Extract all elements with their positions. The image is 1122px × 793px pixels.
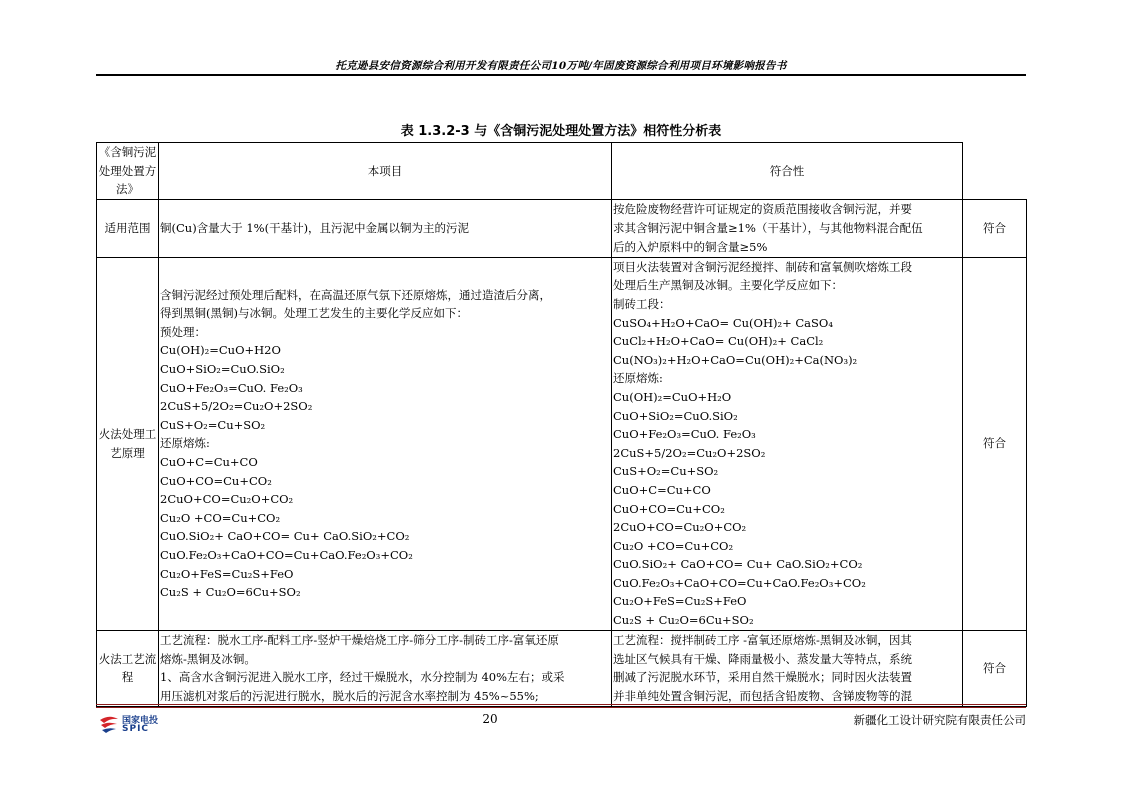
text-line: CuS+O₂=Cu+SO₂ [160, 417, 266, 432]
text-line: 1、高含水含铜污泥进入脱水工序，经过干燥脱水，水分控制为 40%左右；或采 [160, 670, 565, 685]
text-line: CuSO₄+H₂O+CaO= Cu(OH)₂+ CaSO₄ [613, 315, 833, 330]
row-category: 适用范围 [97, 199, 159, 257]
text-line: CuO+SiO₂=CuO.SiO₂ [160, 362, 285, 377]
result-cell: 符合 [963, 257, 1027, 630]
page-number: 20 [482, 712, 498, 726]
row-category: 火法处理工艺原理 [97, 257, 159, 630]
text-line: 并非单纯处置含铜污泥，而包括含铅废物、含锑废物等的混 [613, 688, 912, 703]
column-header-project: 本项目 [159, 143, 612, 200]
table-row-principle [97, 257, 1027, 630]
text-line: 用压滤机对浆后的污泥进行脱水，脱水后的污泥含水率控制为 45%~55%; [160, 688, 539, 703]
text-line: 还原熔炼: [613, 371, 663, 386]
text-line: 删减了污泥脱水环节，采用自然干燥脱水；同时因火法装置 [613, 670, 912, 685]
logo-text-en: SPIC [122, 724, 150, 734]
text-line: Cu₂S + Cu₂O=6Cu+SO₂ [160, 585, 301, 600]
row-category: 火法工艺流程 [97, 630, 159, 706]
footer-rule-thick [96, 707, 1026, 708]
text-line: 处理后生产黑铜及冰铜。主要化学反应如下： [613, 278, 843, 293]
table-row-process [97, 630, 1027, 706]
text-line: 求其含铜污泥中铜含量≥1%（干基计），与其他物料混合配伍 [613, 220, 923, 235]
result-cell: 符合 [963, 199, 1027, 257]
text-line: CuO.Fe₂O₃+CaO+CO=Cu+CaO.Fe₂O₃+CO₂ [160, 547, 413, 562]
text-line: CuO.SiO₂+ CaO+CO= Cu+ CaO.SiO₂+CO₂ [613, 557, 863, 572]
text-line: Cu₂O+FeS=Cu₂S+FeO [160, 566, 294, 581]
text-line: 还原熔炼: [160, 436, 210, 451]
text-line: 2CuO+CO=Cu₂O+CO₂ [160, 492, 294, 507]
text-line: 铜(Cu)含量大于 1%(干基计)，且污泥中金属以铜为主的污泥 [160, 220, 470, 235]
text-line: CuO+Fe₂O₃=CuO. Fe₂O₃ [613, 427, 756, 442]
text-line: 工艺流程：脱水工序-配料工序-竖炉干燥焙烧工序-筛分工序-制砖工序-富氧还原 [160, 632, 559, 647]
spic-logo-icon [98, 713, 120, 735]
text-line: CuS+O₂=Cu+SO₂ [613, 464, 719, 479]
text-line: 含铜污泥经过预处理后配料，在高温还原气氛下还原熔炼，通过造渣后分离， [160, 287, 551, 302]
company-name: 新疆化工设计研究院有限责任公司 [853, 713, 1026, 727]
text-line: CuO.Fe₂O₃+CaO+CO=Cu+CaO.Fe₂O₃+CO₂ [613, 575, 866, 590]
spic-logo [98, 713, 178, 735]
text-line: 制砖工段： [613, 296, 671, 311]
text-line: Cu₂O+FeS=Cu₂S+FeO [613, 594, 747, 609]
method-cell [159, 257, 612, 630]
table-row-scope [97, 199, 1027, 257]
text-line: 工艺流程：搅拌制砖工序 -富氧还原熔炼-黑铜及冰铜，因其 [613, 632, 912, 647]
table-caption: 表 1.3.2-3 与《含铜污泥处理处置方法》相符性分析表 [400, 124, 722, 139]
text-line: 预处理： [160, 324, 206, 339]
table-header-row [97, 143, 1027, 200]
text-line: 按危险废物经营许可证规定的资质范围接收含铜污泥，并要 [613, 202, 912, 217]
text-line: Cu(OH)₂=CuO+H2O [160, 343, 281, 358]
text-line: Cu(NO₃)₂+H₂O+CaO=Cu(OH)₂+Ca(NO₃)₂ [613, 352, 858, 367]
text-line: CuO+C=Cu+CO [613, 482, 711, 497]
text-line: CuO+CO=Cu+CO₂ [613, 501, 725, 516]
text-line: 2CuS+5/2O₂=Cu₂O+2SO₂ [160, 399, 313, 414]
compliance-table [96, 142, 1027, 707]
result-cell: 符合 [963, 630, 1027, 706]
text-line: Cu₂O +CO=Cu+CO₂ [160, 510, 281, 525]
column-header-result: 符合性 [612, 143, 963, 200]
text-line: CuO+SiO₂=CuO.SiO₂ [613, 408, 738, 423]
text-line: 后的入炉原料中的铜含量≥5% [613, 239, 768, 254]
text-line: Cu(OH)₂=CuO+H₂O [613, 389, 732, 404]
footer-rule [96, 704, 1026, 705]
text-line: CuO+Fe₂O₃=CuO. Fe₂O₃ [160, 380, 303, 395]
text-line: CuO+C=Cu+CO [160, 455, 258, 470]
text-line: 2CuO+CO=Cu₂O+CO₂ [613, 520, 747, 535]
text-line: CuO.SiO₂+ CaO+CO= Cu+ CaO.SiO₂+CO₂ [160, 529, 410, 544]
method-cell [159, 199, 612, 257]
text-line: 2CuS+5/2O₂=Cu₂O+2SO₂ [613, 445, 766, 460]
text-line: CuO+CO=Cu+CO₂ [160, 473, 272, 488]
text-line: CuCl₂+H₂O+CaO= Cu(OH)₂+ CaCl₂ [613, 334, 824, 349]
project-cell [612, 257, 963, 630]
text-line: 熔炼-黑铜及冰铜。 [160, 651, 256, 666]
project-cell [612, 630, 963, 706]
text-line: Cu₂O +CO=Cu+CO₂ [613, 538, 734, 553]
method-cell [159, 630, 612, 706]
project-cell [612, 199, 963, 257]
text-line: 项目火法装置对含铜污泥经搅拌、制砖和富氧侧吹熔炼工段 [613, 259, 912, 274]
text-line: 选址区气候具有干燥、降雨量极小、蒸发量大等特点，系统 [613, 651, 912, 666]
column-header-method: 《含铜污泥处理处置方法》 [97, 143, 159, 200]
logo-text-cn: 国家电投 [122, 716, 159, 726]
text-line: 得到黑铜(黑铜)与冰铜。处理工艺发生的主要化学反应如下： [160, 306, 468, 321]
text-line: Cu₂S + Cu₂O=6Cu+SO₂ [613, 613, 754, 628]
running-header: 托克逊县安信资源综合利用开发有限责任公司10万吨/年固废资源综合利用项目环境影响报告书 [335, 60, 787, 72]
header-rule [96, 74, 1026, 76]
